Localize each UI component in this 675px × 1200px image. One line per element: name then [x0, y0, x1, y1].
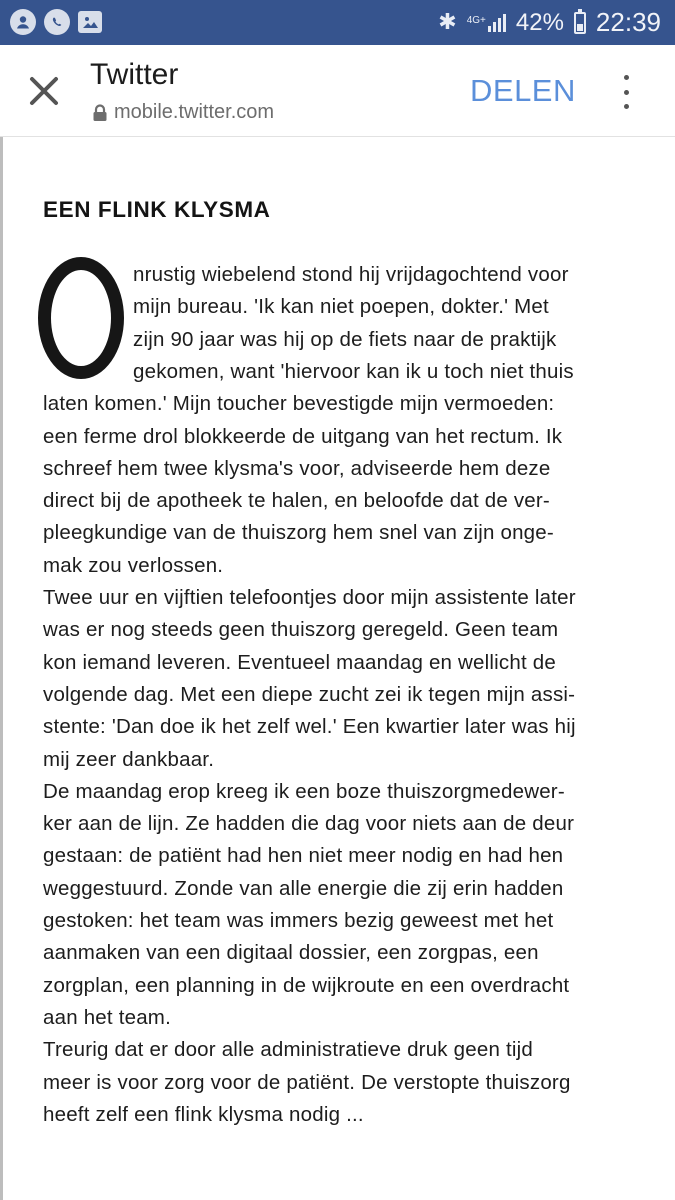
lock-icon	[92, 104, 108, 122]
article-line: heeft zelf een flink klysma nodig ...	[43, 1102, 364, 1126]
article-line: aanmaken van een digitaal dossier, een zorgpas, een	[43, 941, 539, 965]
article-line: stente: 'Dan doe ik het zelf wel.' Een kwartier later was hij	[43, 715, 576, 739]
signal-bars-icon	[488, 14, 506, 32]
article-line: gestoken: het team was immers bezig geweest met het	[43, 909, 554, 932]
article-line: kon iemand leveren. Eventueel maandag en wellicht de	[43, 650, 556, 674]
article-line: zijn 90 jaar was hij op de fiets naar de praktijk	[133, 327, 557, 351]
bluetooth-icon: ✱	[438, 10, 457, 35]
article-line: meer is voor zorg voor de patiënt. De verstopte thuiszorg	[43, 1070, 571, 1094]
close-button[interactable]	[22, 69, 66, 113]
article-line: mij zeer dankbaar.	[43, 747, 215, 771]
article-line: mak zou verlossen.	[43, 553, 224, 577]
status-right	[438, 0, 661, 45]
article-line: aan het team.	[43, 1005, 171, 1029]
article-line: De maandag erop kreeg ik een boze thuiszorgmedewer-	[43, 779, 565, 803]
article-line: zorgplan, een planning in de wijkroute en een overdracht	[43, 973, 570, 997]
article-line: was er nog steeds geen thuiszorg geregeld. Geen team	[43, 618, 559, 642]
article-line: gekomen, want 'hiervoor kan ik u toch niet thuis	[133, 359, 574, 383]
status-left-icons	[10, 9, 102, 35]
article-line: laten komen.' Mijn toucher bevestigde mijn vermoeden:	[43, 392, 555, 416]
clock: 22:39	[595, 7, 661, 37]
signal-indicator	[467, 14, 506, 32]
url-text: mobile.twitter.com	[114, 101, 275, 123]
article-line: een ferme drol blokkeerde de uitgang van het rectum. Ik	[43, 424, 563, 448]
url-display[interactable]	[92, 101, 274, 124]
article-line: ker aan de lijn. Ze hadden die dag voor niets aan de deur	[43, 812, 575, 836]
article-line: volgende dag. Met een diepe zucht zei ik tegen mijn assi-	[43, 682, 576, 706]
share-button[interactable]: DELEN	[470, 73, 576, 108]
network-type: 4G+	[466, 14, 486, 26]
page-edge	[0, 137, 3, 1200]
battery-percentage: 42%	[515, 8, 564, 36]
battery-icon	[574, 12, 586, 34]
article-line: direct bij de apotheek te halen, en beloofde dat de ver-	[43, 489, 550, 513]
browser-app-bar	[0, 45, 675, 137]
article-heading: EEN FLINK KLYSMA	[43, 197, 271, 222]
account-circle-icon	[10, 9, 36, 35]
status-bar	[0, 0, 675, 45]
article-line: schreef hem twee klysma's voor, adviseerde hem deze	[43, 456, 551, 480]
more-options-icon[interactable]	[614, 75, 638, 109]
article-line: Twee uur en vijftien telefoontjes door mijn assistente later	[43, 586, 576, 609]
image-icon	[78, 11, 102, 33]
page-title: Twitter	[90, 58, 179, 91]
article-line: Treurig dat er door alle administratieve druk geen tijd	[43, 1038, 533, 1062]
whatsapp-icon	[44, 9, 70, 35]
article-line: mijn bureau. 'Ik kan niet poepen, dokter.' Met	[133, 295, 549, 319]
drop-cap-letter-o	[38, 257, 124, 379]
article-line: pleegkundige van de thuiszorg hem snel van zijn onge-	[43, 521, 554, 545]
article-line: weggestuurd. Zonde van alle energie die zij erin hadden	[43, 876, 564, 900]
article-line: gestaan: de patiënt had hen niet meer nodig en had hen	[43, 844, 564, 868]
article-image	[0, 137, 675, 1200]
article-line: nrustig wiebelend stond hij vrijdagochtend voor	[133, 263, 569, 286]
close-icon	[28, 75, 60, 107]
